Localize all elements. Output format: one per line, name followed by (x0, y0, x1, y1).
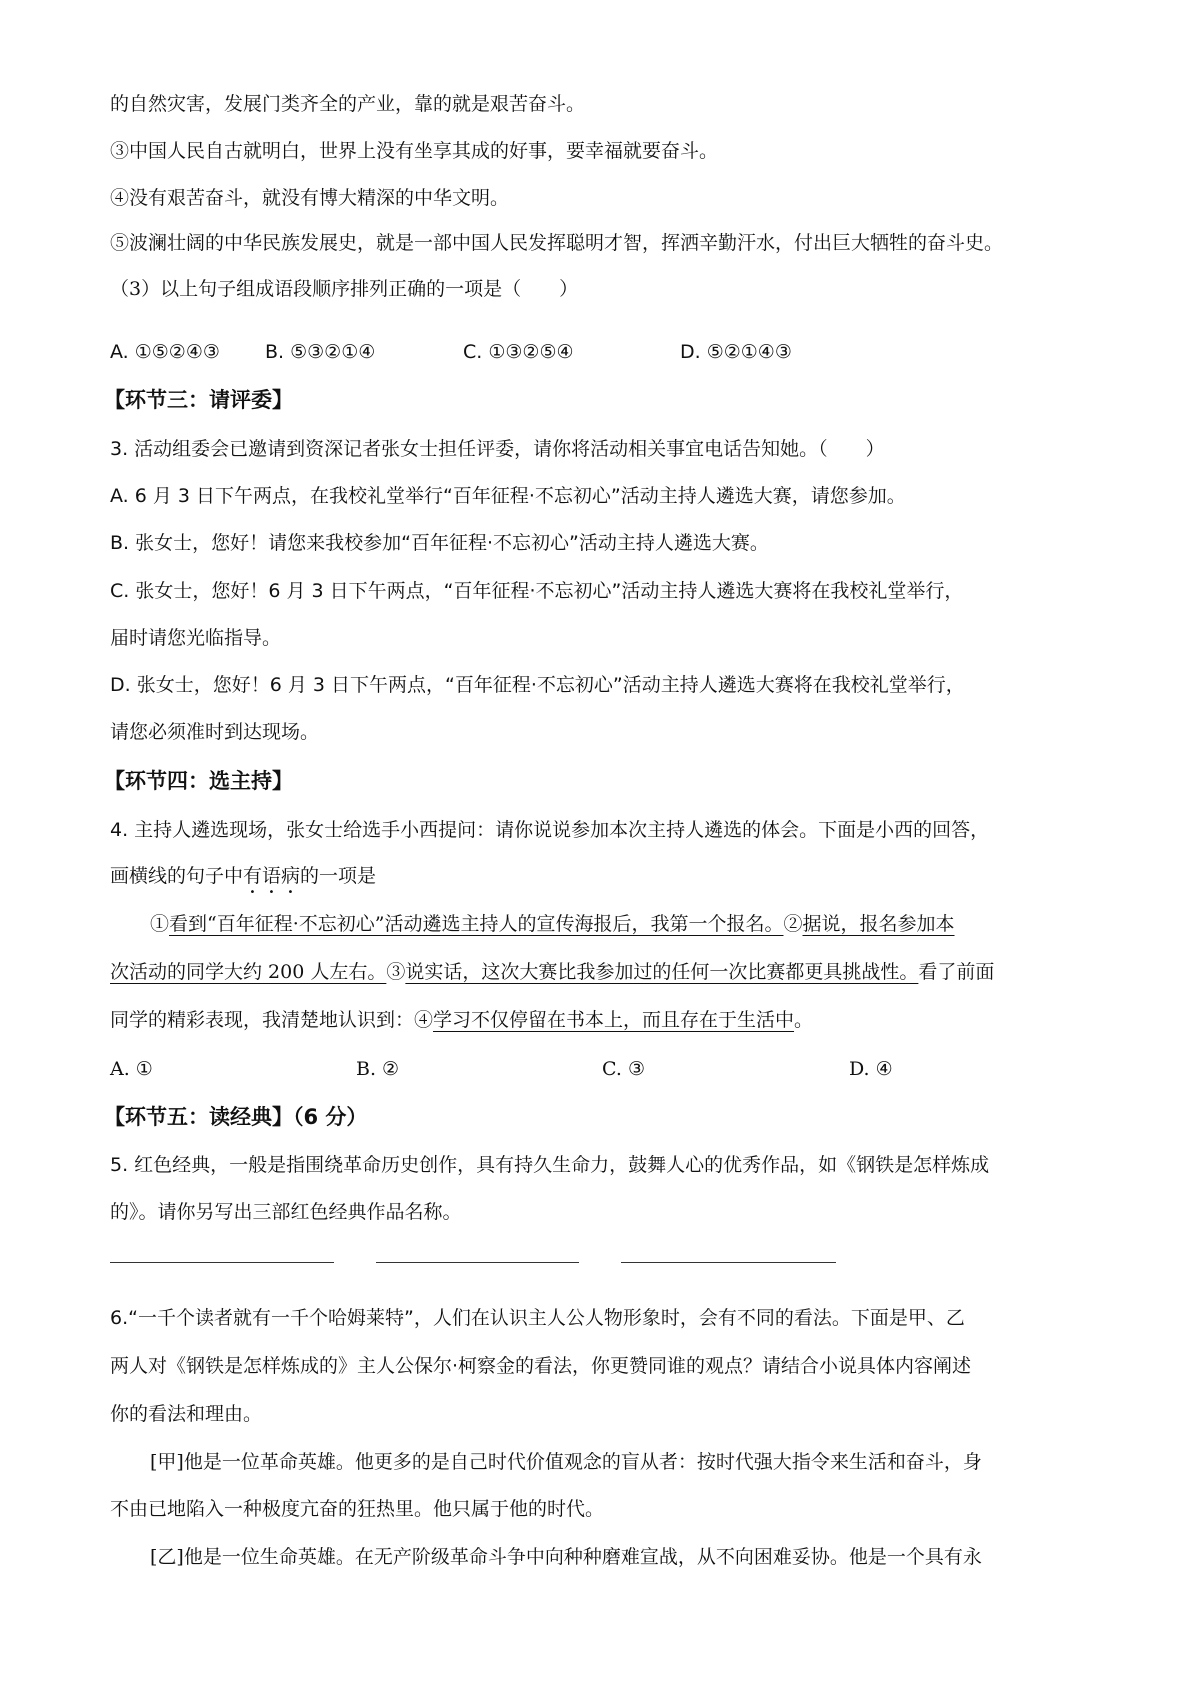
question-stem-continued (110, 861, 376, 898)
stem-text: 的一项是 (300, 865, 377, 887)
passage-line (110, 1005, 813, 1035)
underlined-sentence: 据说，报名参加本 (802, 913, 955, 935)
answer-blank-3[interactable] (621, 1262, 836, 1263)
option-a: A. 6 月 3 日下午两点，在我校礼堂举行“百年征程·不忘初心”活动主持人遴选大赛，请您参加。 (110, 485, 906, 507)
question-stem: 5. 红色经典，一般是指围绕革命历史创作，具有持久生命力，鼓舞人心的优秀作品，如《钢铁是怎样炼成 (110, 1154, 990, 1176)
text-line: ③中国人民自古就明白，世界上没有坐享其成的好事，要幸福就要奋斗。 (110, 140, 719, 162)
question-stem-continued: 的》。请你另写出三部红色经典作品名称。 (110, 1201, 462, 1223)
passage-text: 同学的精彩表现，我清楚地认识到：④ (110, 1009, 434, 1031)
sentence-number: ② (783, 913, 803, 935)
option-d: D. ⑤②①④③ (680, 341, 792, 363)
question-stem: 6.“一千个读者就有一千个哈姆莱特”，人们在认识主人公人物形象时，会有不同的看法。下面是甲、乙 (110, 1307, 965, 1329)
underlined-sentence: 学习不仅停留在书本上，而且存在于生活中 (433, 1009, 795, 1031)
section-heading (104, 1102, 367, 1132)
option-d-continued: 请您必须准时到达现场。 (110, 721, 320, 743)
answer-blank-1[interactable] (110, 1262, 334, 1263)
text-line: ⑤波澜壮阔的中华民族发展史，就是一部中国人民发挥聪明才智，挥洒辛勤汗水，付出巨大牺牲的奋斗史。 (110, 232, 1004, 254)
sentence-number: ① (150, 913, 170, 935)
option-c: C. 张女士，您好！6 月 3 日下午两点，“百年征程·不忘初心”活动主持人遴选大赛将在我校礼堂举行， (110, 580, 964, 602)
option-a: A. ① (110, 1058, 153, 1080)
question-stem-continued: 两人对《钢铁是怎样炼成的》主人公保尔·柯察金的看法，你更赞同谁的观点？请结合小说具体内容阐述 (110, 1355, 972, 1377)
underlined-sentence: 次活动的同学大约 200 人左右。 (110, 961, 387, 983)
option-b: B. ⑤③②①④ (265, 341, 376, 363)
question-stem-continued: 你的看法和理由。 (110, 1403, 263, 1425)
passage-line (110, 957, 994, 987)
option-d: D. 张女士，您好！6 月 3 日下午两点，“百年征程·不忘初心”活动主持人遴选大赛将在我校礼堂举行， (110, 674, 965, 696)
option-b: B. ② (356, 1058, 400, 1080)
section-score: （6 分） (293, 1105, 368, 1129)
option-c-continued: 届时请您光临指导。 (110, 627, 282, 649)
section-heading: 【环节四：选主持】 (104, 769, 293, 793)
question-stem: （3）以上句子组成语段顺序排列正确的一项是（ ） (110, 278, 579, 300)
view-jia: [甲]他是一位革命英雄。他更多的是自己时代价值观念的盲从者：按时代强大指令来生活和奋斗，身 (150, 1451, 982, 1473)
view-jia-continued: 不由已地陷入一种极度亢奋的狂热里。他只属于他的时代。 (110, 1498, 605, 1520)
stem-text: 画横线的句子中 (110, 865, 244, 887)
underlined-sentence: 说实话，这次大赛比我参加过的任何一次比赛都更具挑战性。 (405, 961, 919, 983)
option-c: C. ③ (602, 1058, 645, 1080)
question-stem: 3. 活动组委会已邀请到资深记者张女士担任评委，请你将活动相关事宜电话告知她。（ ） (110, 438, 885, 460)
passage-line (150, 909, 955, 939)
section-title: 【环节五：读经典】 (104, 1105, 293, 1129)
underlined-sentence: 看到“百年征程·不忘初心”活动遴选主持人的宣传海报后，我第一个报名。 (169, 913, 784, 935)
section-heading: 【环节三：请评委】 (104, 388, 293, 412)
answer-blank-2[interactable] (376, 1262, 579, 1263)
passage-text: 看了前面 (918, 961, 995, 983)
text-line: 的自然灾害，发展门类齐全的产业，靠的就是艰苦奋斗。 (110, 93, 586, 115)
passage-text: 。 (794, 1009, 814, 1031)
option-c: C. ①③②⑤④ (463, 341, 574, 363)
text-line: ④没有艰苦奋斗，就没有博大精深的中华文明。 (110, 187, 510, 209)
question-stem: 4. 主持人遴选现场，张女士给选手小西提问：请你说说参加本次主持人遴选的体会。下面是小西的回答， (110, 819, 990, 841)
sentence-number: ③ (386, 961, 406, 983)
view-yi: [乙]他是一位生命英雄。在无产阶级革命斗争中向种种磨难宣战，从不向困难妥协。他是一个具有永 (150, 1546, 982, 1568)
emphasis-text: 有语病 (243, 865, 301, 887)
option-a: A. ①⑤②④③ (110, 341, 220, 363)
option-d: D. ④ (849, 1058, 893, 1080)
option-b: B. 张女士，您好！请您来我校参加“百年征程·不忘初心”活动主持人遴选大赛。 (110, 532, 769, 554)
